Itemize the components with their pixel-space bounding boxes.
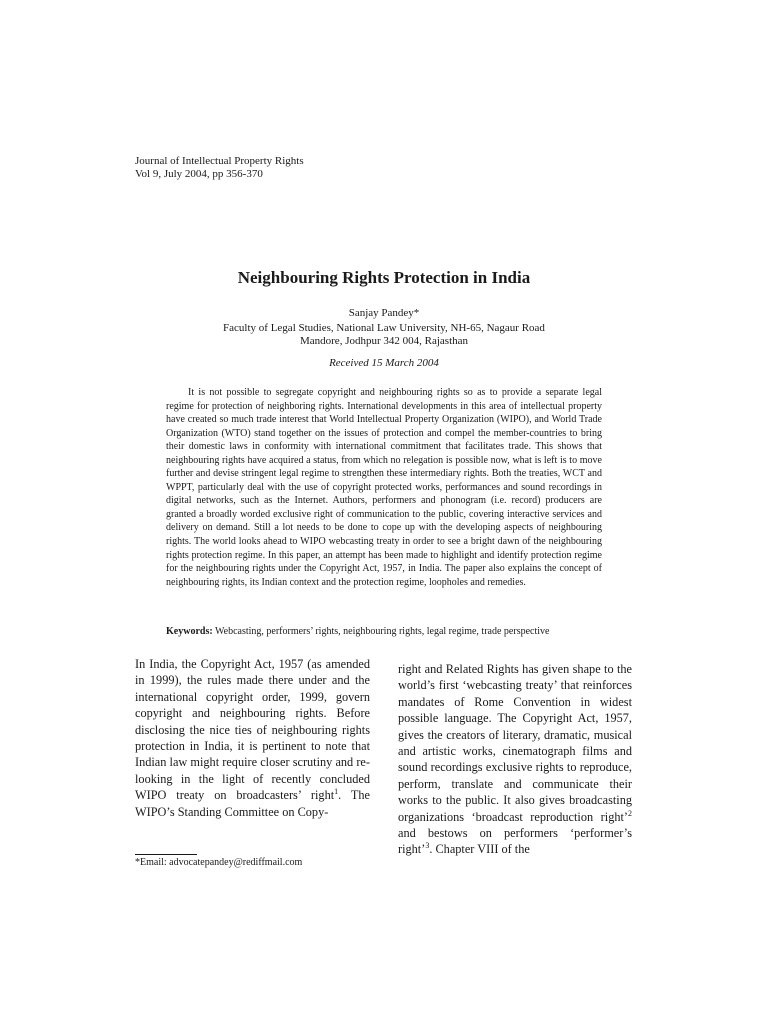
footnote-email: *Email: advocatepandey@rediffmail.com [135,857,303,868]
body-text-right-1: right and Related Rights has given shape to the world’s first ‘webcasting treaty’ that reinforces mandates of Rome Convention in widest possible language. The Copyright Act, 1957, gives the creators of literary, dramatic, musical and artistic works, cinematograph films and sound recordings exclusive rights to reproduce, perform, translate and communicate their works to the public. It also gives broadcasting organizations ‘broadcast reproduction right’ [398,662,632,824]
body-column-left [135,656,370,820]
article-title: Neighbouring Rights Protection in India [237,268,531,287]
body-text-right-3: . Chapter VIII of the [429,842,530,857]
affiliation-line-2: Mandore, Jodhpur 342 004, Rajasthan [299,335,469,347]
keywords-label: Keywords: [166,626,213,637]
keywords-list: Webcasting, performers’ rights, neighbouring rights, legal regime, trade perspective [215,626,550,637]
body-column-right [398,661,632,858]
footnote-divider [135,854,197,855]
author-name: Sanjay Pandey* [348,307,420,319]
body-text-right-2: and bestows on performers ‘performer’s right’ [398,826,632,857]
journal-header [135,155,304,181]
footnote-ref-2: 2 [628,808,632,818]
body-text-left: In India, the Copyright Act, 1957 (as amended in 1999), the rules made there under and the international copyright order, 1999, govern copyright and neighbouring rights. Before disclosing the nice ties of neighbouring rights protection in India, it is pertinent to note that Indian law might require closer scrutiny and relooking in the light of recently concluded WIPO treaty on broadcasters’ right [135,657,370,803]
received-date: Received 15 March 2004 [329,357,439,369]
footnote-ref-1: 1 [334,787,339,797]
author-affiliation [0,322,768,348]
body-text-left-end: . The WIPO’s Standing Committee on Copy- [135,788,371,819]
journal-name: Journal of Intellectual Property Rights [135,155,304,167]
footnote-ref-3: 3 [425,841,430,851]
volume-info: Vol 9, July 2004, pp 356-370 [135,168,263,180]
affiliation-line-1: Faculty of Legal Studies, National Law University, NH-65, Nagaur Road [223,322,545,334]
keywords-line [166,626,616,637]
abstract-text: It is not possible to segregate copyright and neighbouring rights so as to provide a separate legal regime for protection of neighboring rights. International developments in this area of intellectual property have created so much trade interest that World Intellectual Property Organization (WIPO), and World Trade Organization (WTO) stand together on the issues of protection and compel the member-countries to bring their domestic laws in conformity with international commitment that facilitates trade. This shows that neighbouring rights have acquired a status, from which no relegation is possible now, what is left is to move further and devise stringent legal regime to strengthen these intermediary rights. Both the treaties, WCT and WPPT, particularly deal with the use of copyright protected works, performances and sound recordings in digital networks, such as the Internet. Authors, performers and phonogram (i.e. record) producers are granted a broadly worded exclusive right of communication to the public, covering interactive services and delivery on demand. Still a lot needs to be done to cope up with the developing aspects of neighbouring rights. The world looks ahead to WIPO webcasting treaty in order to see a bright dawn of the neighbouring rights protection regime. In this paper, an attempt has been made to highlight and identify protection regime for the neighbouring rights under the Copyright Act, 1957, in India. The paper also explains the concept of neighbouring rights, its Indian context and the protection regime, loopholes and remedies. [166,387,602,588]
